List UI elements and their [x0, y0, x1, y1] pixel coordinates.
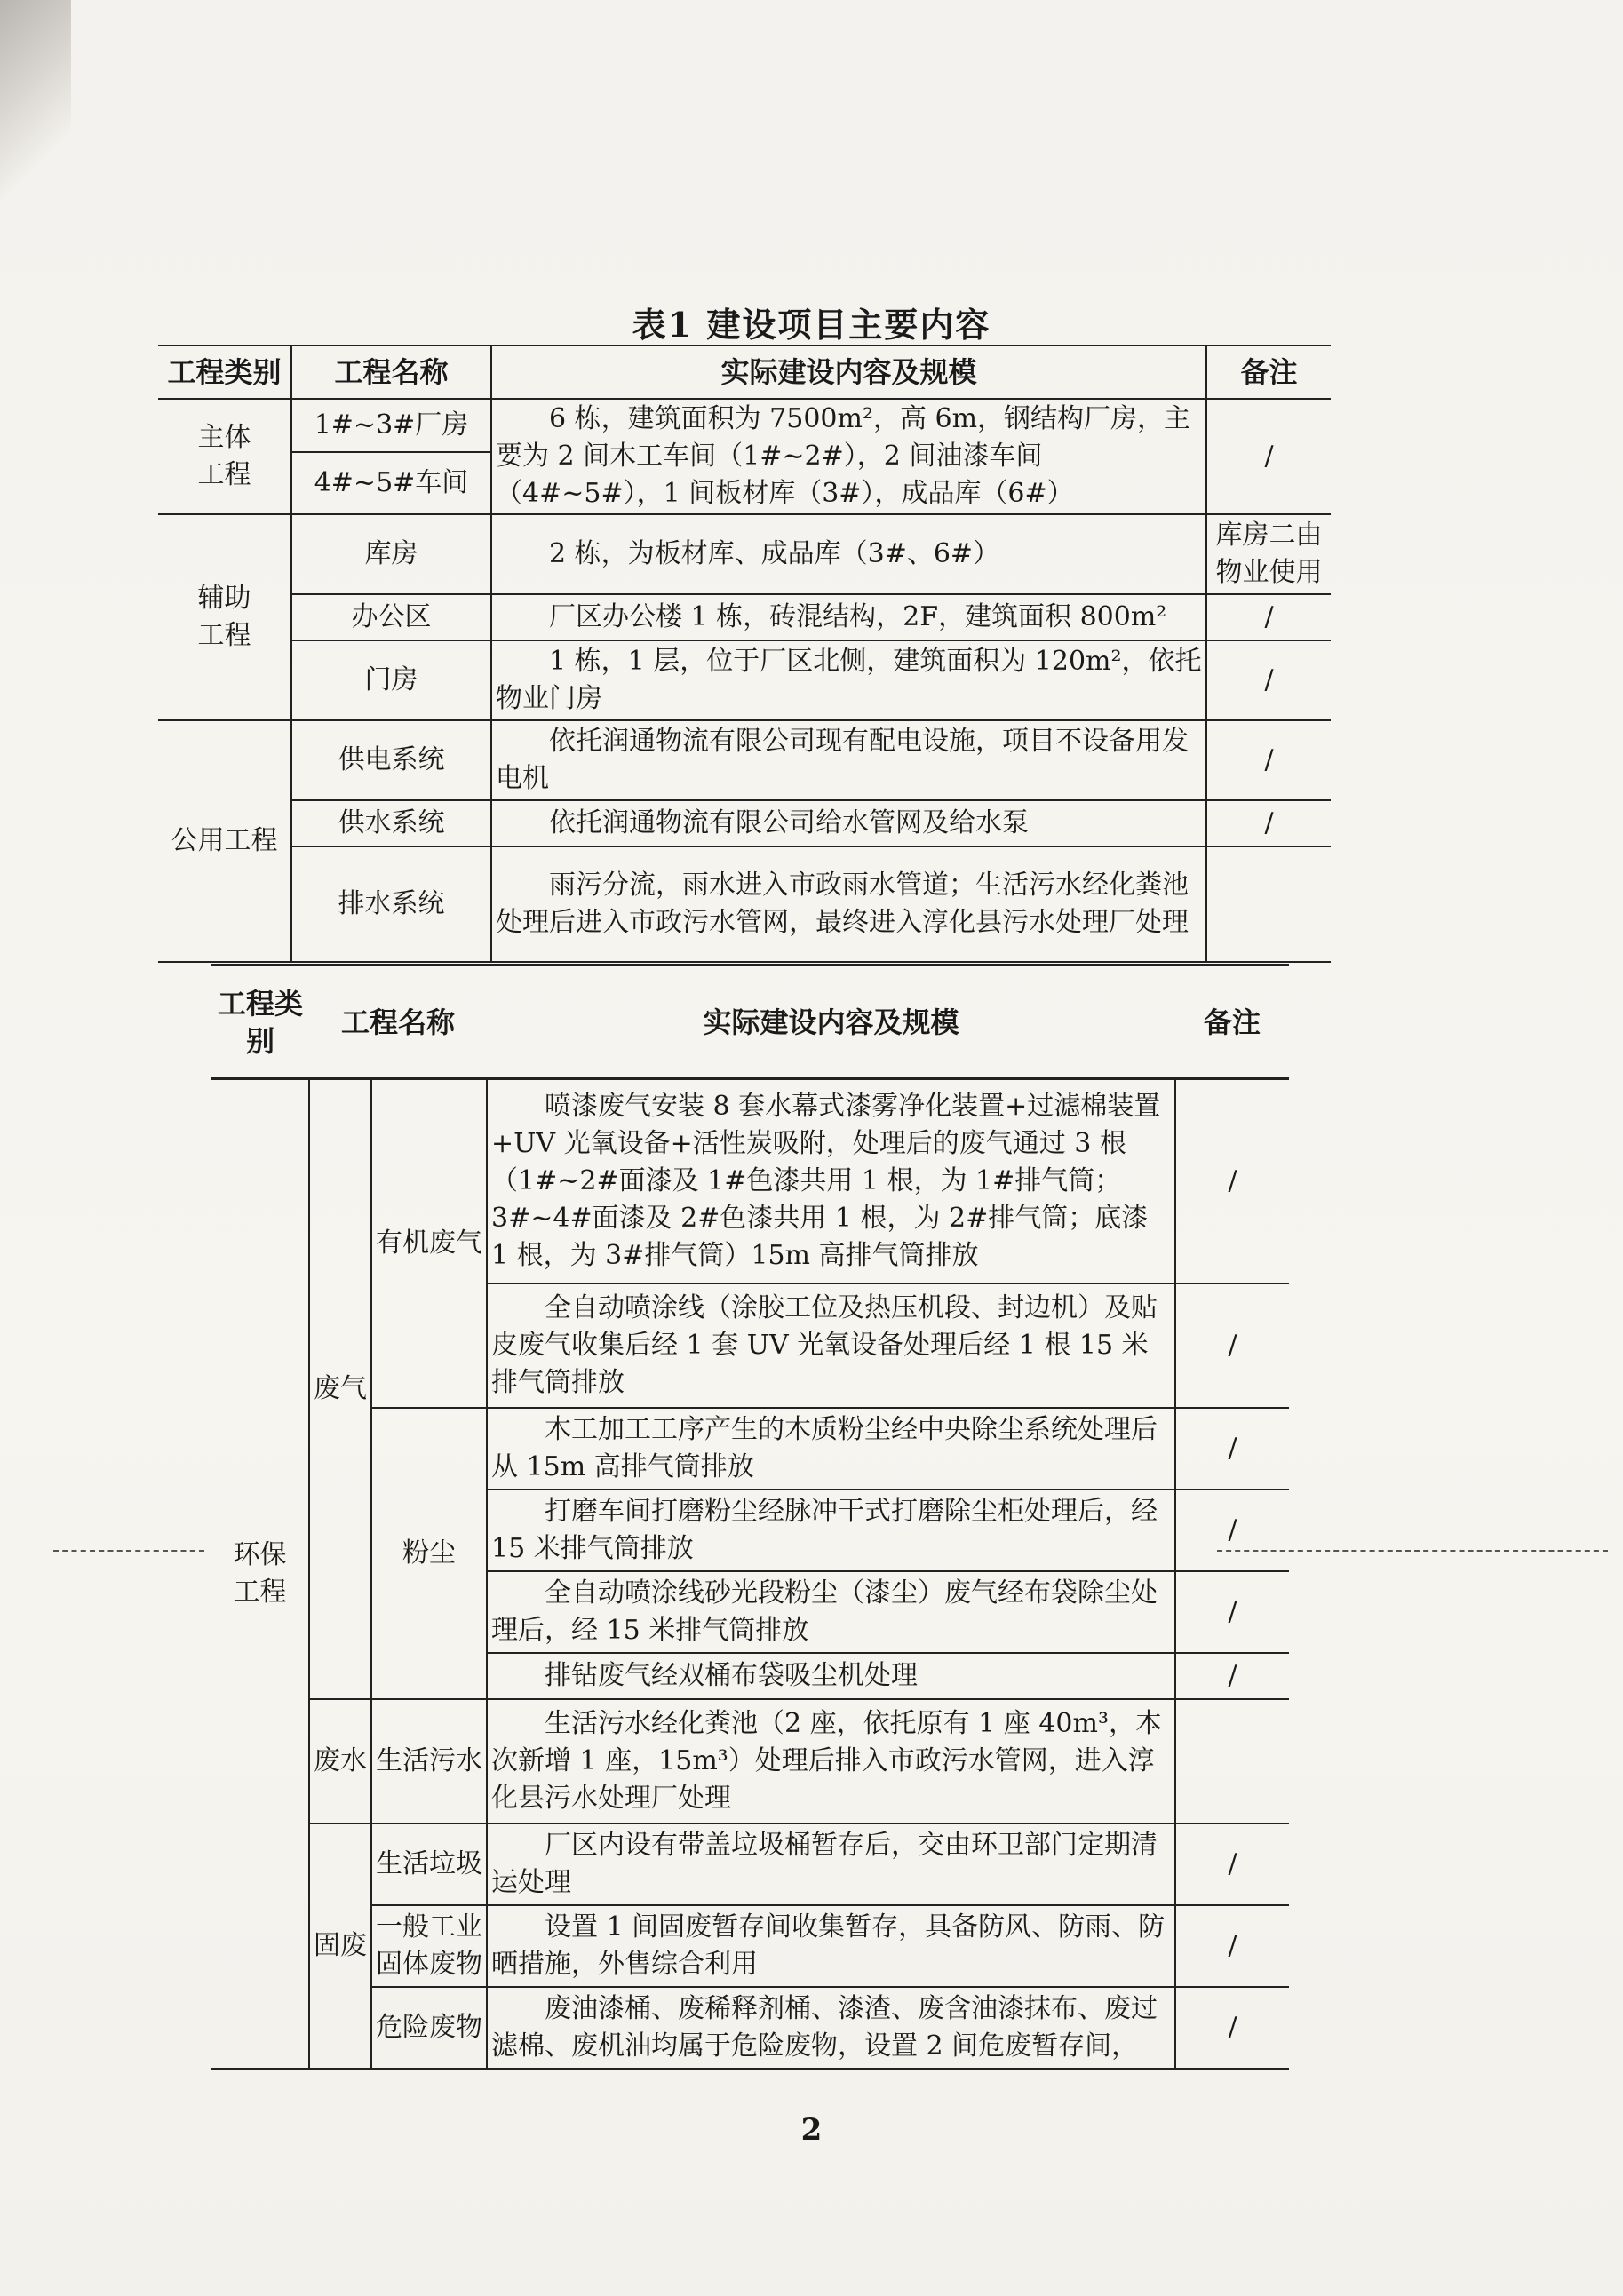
category-aux: 辅助 工程	[158, 514, 291, 720]
content-cell: 依托润通物流有限公司给水管网及给水泵	[491, 800, 1206, 846]
remark-cell: /	[1175, 1408, 1289, 1490]
table-row	[211, 1079, 1289, 1283]
name-cell: 1#~3#厂房	[291, 399, 491, 452]
content-cell: 雨污分流，雨水进入市政雨水管道；生活污水经化粪池处理后进入市政污水管网，最终进入淳化县污水处理厂处理	[491, 846, 1206, 962]
table-row	[158, 514, 1331, 594]
content-cell: 全自动喷涂线（涂胶工位及热压机段、封边机）及贴皮废气收集后经 1 套 UV 光氧设备处理后经 1 根 15 米排气筒排放	[487, 1283, 1175, 1408]
organic-label: 有机废气	[371, 1079, 487, 1408]
content-cell: 设置 1 间固废暂存间收集暂存，具备防风、防雨、防晒措施，外售综合利用	[487, 1905, 1175, 1987]
remark-cell: /	[1175, 1905, 1289, 1987]
name-cell: 办公区	[291, 594, 491, 640]
remark-cell: /	[1175, 1079, 1289, 1283]
name-cell: 供水系统	[291, 800, 491, 846]
remark-cell: /	[1175, 1571, 1289, 1653]
header-name: 工程名称	[309, 965, 487, 1079]
fold-line-left	[53, 1550, 204, 1552]
content-cell: 1 栋，1 层，位于厂区北侧，建筑面积为 120m²，依托物业门房	[491, 640, 1206, 720]
page-number: 2	[800, 2112, 823, 2148]
content-cell: 6 栋，建筑面积为 7500m²，高 6m，钢结构厂房，主要为 2 间木工车间（1#~2#），2 间油漆车间（4#~5#），1 间板材库（3#），成品库（6#）	[491, 399, 1206, 514]
project-table-part1	[158, 345, 1331, 963]
header-remark: 备注	[1206, 346, 1331, 399]
content-cell: 排钻废气经双桶布袋吸尘机处理	[487, 1653, 1175, 1699]
content-cell: 全自动喷涂线砂光段粉尘（漆尘）废气经布袋除尘处理后，经 15 米排气筒排放	[487, 1571, 1175, 1653]
content-cell: 打磨车间打磨粉尘经脉冲干式打磨除尘柜处理后，经 15 米排气筒排放	[487, 1490, 1175, 1571]
table-row	[158, 800, 1331, 846]
table-row	[158, 846, 1331, 962]
category-public: 公用工程	[158, 720, 291, 962]
content-cell: 厂区内设有带盖垃圾桶暂存后，交由环卫部门定期清运处理	[487, 1823, 1175, 1905]
content-cell: 依托润通物流有限公司现有配电设施，项目不设备用发电机	[491, 720, 1206, 800]
table-row	[211, 1408, 1289, 1490]
table-title: 表1 建设项目主要内容	[632, 305, 991, 345]
name-cell: 门房	[291, 640, 491, 720]
remark-cell	[1206, 846, 1331, 962]
remark-cell: 库房二由物业使用	[1206, 514, 1331, 594]
table-row	[211, 1699, 1289, 1823]
remark-cell: /	[1206, 720, 1331, 800]
name-cell: 生活污水	[371, 1699, 487, 1823]
content-cell: 厂区办公楼 1 栋，砖混结构，2F，建筑面积 800m²	[491, 594, 1206, 640]
remark-cell: /	[1175, 1490, 1289, 1571]
remark-cell: /	[1175, 1823, 1289, 1905]
header-name: 工程名称	[291, 346, 491, 399]
table-row	[158, 594, 1331, 640]
header-remark: 备注	[1175, 965, 1289, 1079]
header-category: 工程类别	[211, 965, 309, 1079]
remark-cell: /	[1206, 399, 1331, 514]
header-content: 实际建设内容及规模	[487, 965, 1175, 1079]
remark-cell	[1175, 1699, 1289, 1823]
remark-cell: /	[1206, 800, 1331, 846]
name-cell: 库房	[291, 514, 491, 594]
table-row	[211, 1987, 1289, 2069]
table-row	[158, 640, 1331, 720]
content-cell: 2 栋，为板材库、成品库（3#、6#）	[491, 514, 1206, 594]
water-label: 废水	[309, 1699, 371, 1823]
content-cell: 废油漆桶、废稀释剂桶、漆渣、废含油漆抹布、废过滤棉、废机油均属于危险废物，设置 2 间危废暂存间，	[487, 1987, 1175, 2069]
table-header-row	[158, 346, 1331, 399]
header-category: 工程类别	[158, 346, 291, 399]
table-header-row	[211, 965, 1289, 1079]
remark-cell: /	[1175, 1653, 1289, 1699]
remark-cell: /	[1175, 1987, 1289, 2069]
scan-corner-shadow	[0, 0, 71, 204]
dust-label: 粉尘	[371, 1408, 487, 1699]
project-table-part2	[211, 964, 1289, 2070]
table-row	[158, 720, 1331, 800]
name-cell: 供电系统	[291, 720, 491, 800]
remark-cell: /	[1175, 1283, 1289, 1408]
table-row	[158, 399, 1331, 452]
name-cell: 一般工业固体废物	[371, 1905, 487, 1987]
name-cell: 排水系统	[291, 846, 491, 962]
name-cell: 4#~5#车间	[291, 452, 491, 514]
solid-label: 固废	[309, 1823, 371, 2069]
category-env: 环保 工程	[211, 1079, 309, 2069]
category-main: 主体 工程	[158, 399, 291, 514]
name-cell: 危险废物	[371, 1987, 487, 2069]
name-cell: 生活垃圾	[371, 1823, 487, 1905]
content-cell: 木工加工工序产生的木质粉尘经中央除尘系统处理后从 15m 高排气筒排放	[487, 1408, 1175, 1490]
content-cell: 喷漆废气安装 8 套水幕式漆雾净化装置+过滤棉装置+UV 光氧设备+活性炭吸附，处理后的废气通过 3 根（1#~2#面漆及 1#色漆共用 1 根，为 1#排气筒；3#~4#面漆及 2#色漆共用 1 根，为 2#排气筒；底漆 1 根，为 3#排气筒）15m 高排气筒排放	[487, 1079, 1175, 1283]
remark-cell: /	[1206, 640, 1331, 720]
remark-cell: /	[1206, 594, 1331, 640]
header-content: 实际建设内容及规模	[491, 346, 1206, 399]
table-row	[211, 1905, 1289, 1987]
content-cell: 生活污水经化粪池（2 座，依托原有 1 座 40m³，本次新增 1 座，15m³）处理后排入市政污水管网，进入淳化县污水处理厂处理	[487, 1699, 1175, 1823]
table-row	[211, 1823, 1289, 1905]
gas-label: 废气	[309, 1079, 371, 1699]
